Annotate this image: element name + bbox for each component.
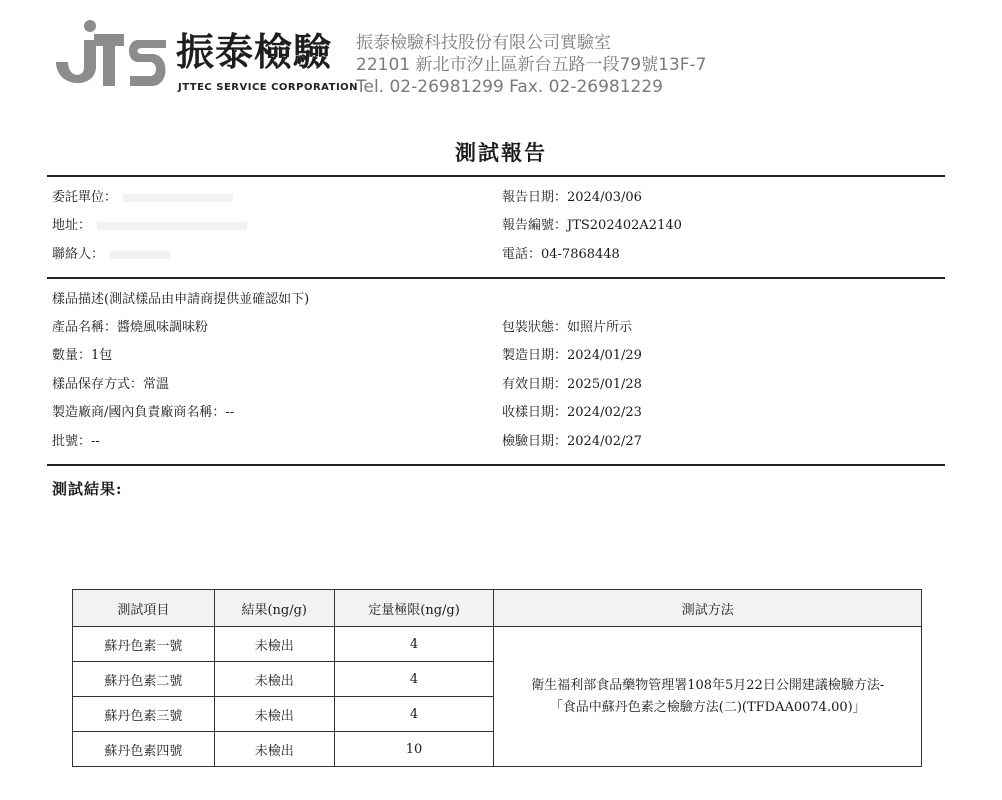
quantity: 數量：1包 [52,348,113,363]
brand-name: 振泰檢驗 [176,30,333,74]
method-line: 衛生福利部食品藥物管理署108年5月22日公開建議檢驗方法- [531,677,885,693]
test-date: 檢驗日期：2024/02/27 [502,434,642,449]
report-date: 報告日期：2024/03/06 [502,190,642,205]
table-row [73,627,922,662]
test-item: 蘇丹色素四號 [73,732,215,767]
redacted-value [123,194,233,202]
company-info [356,32,706,98]
test-result: 未檢出 [214,732,334,767]
results-table [72,589,922,767]
batch-number: 批號：-- [52,434,100,449]
sample-description: 樣品描述(測試樣品由申請商提供並確認如下) [52,292,310,307]
test-loq: 10 [334,732,494,767]
column-header: 測試方法 [494,590,922,627]
redacted-value [97,222,247,230]
manufacturer: 製造廠商/國內負責廠商名稱：-- [52,405,235,420]
test-item: 蘇丹色素三號 [73,697,215,732]
table-header-row [73,590,922,627]
test-item: 蘇丹色素二號 [73,662,215,697]
test-loq: 4 [334,697,494,732]
test-item: 蘇丹色素一號 [73,627,215,662]
divider [47,175,945,177]
redacted-value [110,251,170,259]
results-title: 測試結果: [52,480,123,498]
method-line: 「食品中蘇丹色素之檢驗方法(二)(TFDAA0074.00)」 [549,699,866,715]
address-field [52,218,247,234]
test-result: 未檢出 [214,662,334,697]
brand-english: JTTEC SERVICE CORPORATION [178,82,359,93]
client-label: 委託單位： [52,190,118,205]
phone: 電話：04-7868448 [502,247,620,262]
test-result: 未檢出 [214,627,334,662]
test-result: 未檢出 [214,697,334,732]
test-method [494,627,922,767]
test-loq: 4 [334,662,494,697]
column-header: 定量極限(ng/g) [334,590,494,627]
client-field [52,190,233,206]
report-title: 測試報告 [455,140,547,165]
packaging-status: 包裝狀態：如照片所示 [502,320,633,335]
test-loq: 4 [334,627,494,662]
address-label: 地址： [52,218,92,233]
company-contact: Tel. 02-26981299 Fax. 02-26981229 [356,77,663,97]
company-name: 振泰檢驗科技股份有限公司實驗室 [356,33,611,53]
received-date: 收樣日期：2024/02/23 [502,405,642,420]
company-address: 22101 新北市汐止區新台五路一段79號13F-7 [356,55,707,75]
product-name: 產品名稱：醬燒風味調味粉 [52,320,209,335]
column-header: 測試項目 [73,590,215,627]
column-header: 結果(ng/g) [214,590,334,627]
manufacture-date: 製造日期：2024/01/29 [502,348,642,363]
storage-method: 樣品保存方式：常溫 [52,377,170,392]
company-logo [50,18,170,102]
report-number: 報告編號：JTS202402A2140 [502,218,682,233]
contact-field [52,247,170,263]
divider [47,464,945,466]
divider [47,277,945,279]
expiry-date: 有效日期：2025/01/28 [502,377,642,392]
contact-label: 聯絡人： [52,247,105,262]
